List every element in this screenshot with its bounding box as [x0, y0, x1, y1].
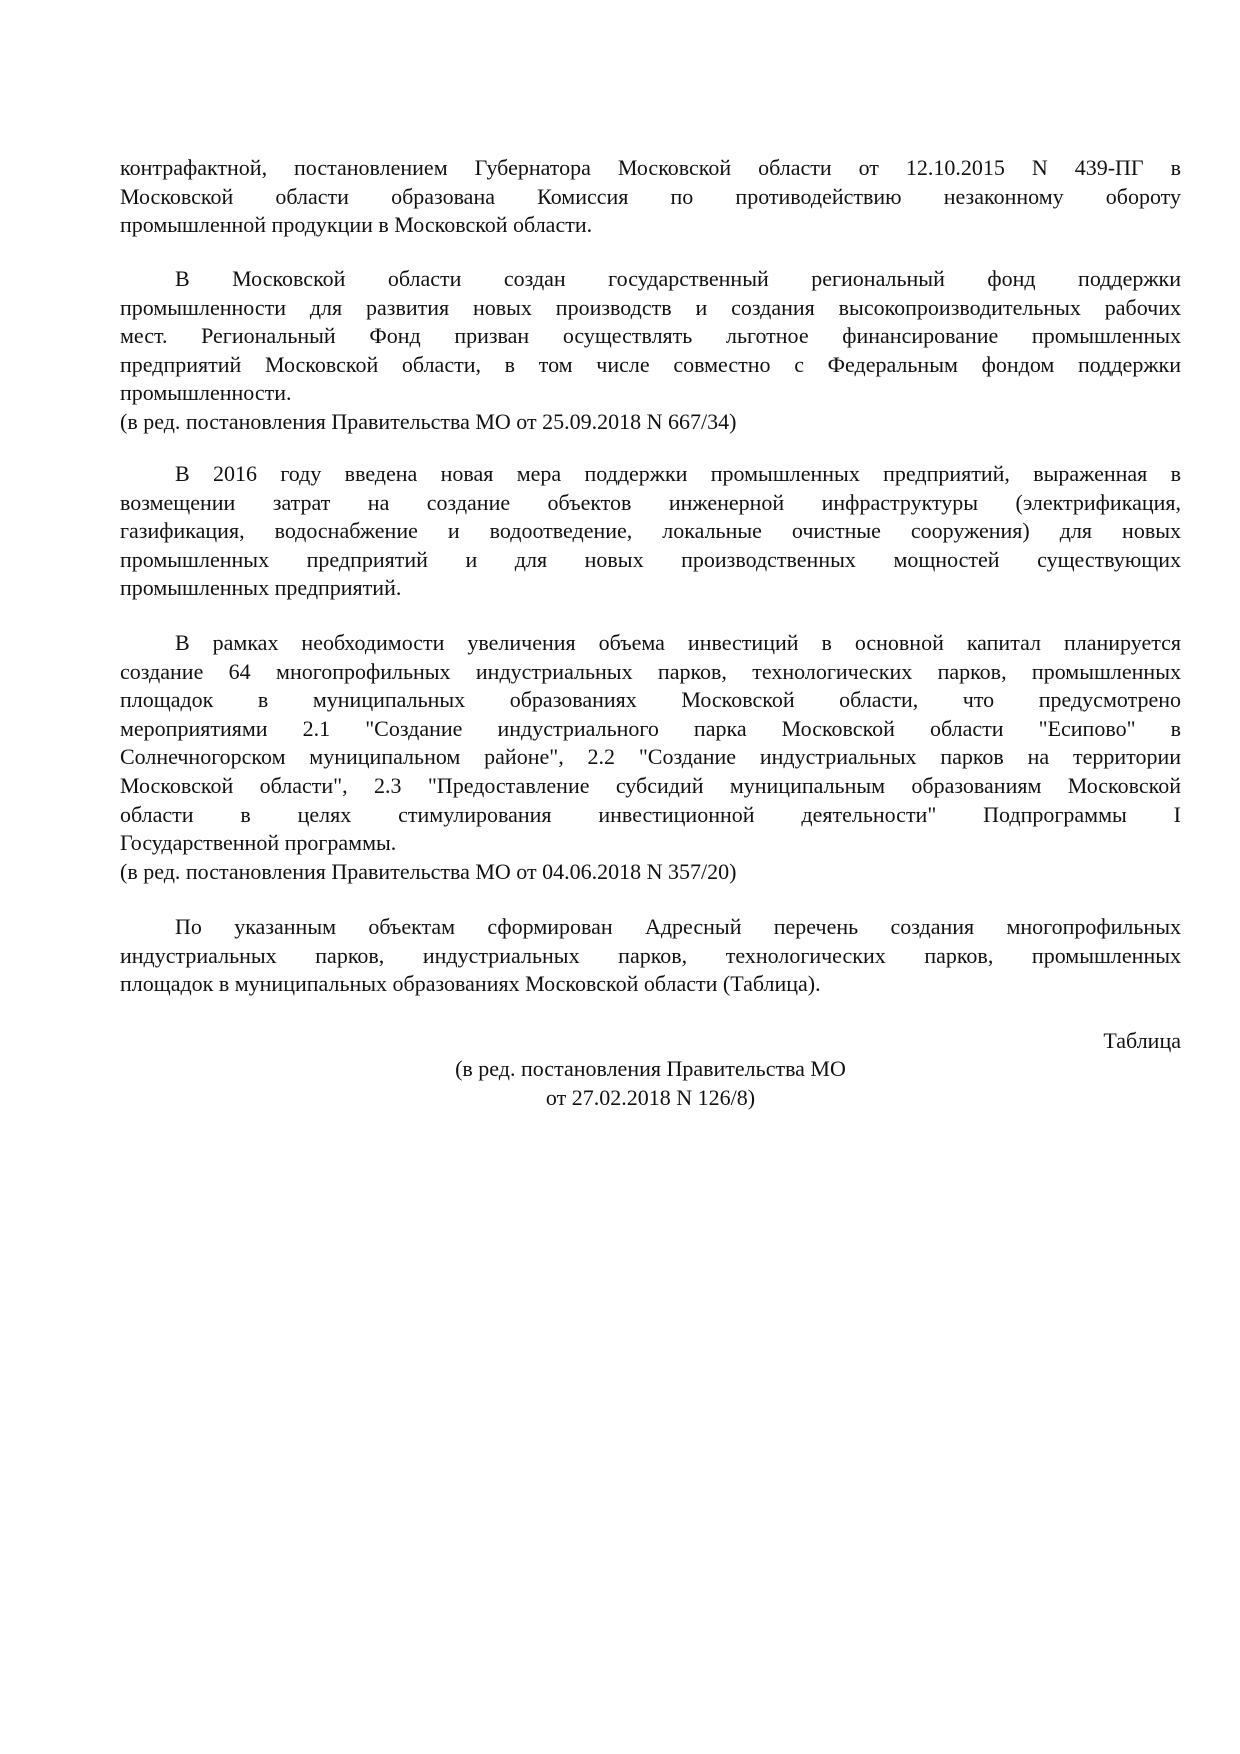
- text-line: промышленных предприятий.: [120, 575, 402, 601]
- amendment-note: от 27.02.2018 N 126/8): [545, 1084, 756, 1110]
- text-line: В 2016 году введена новая мера поддержки промышленных предприятий, выраженная в: [175, 461, 1181, 486]
- text-line: промышленности.: [120, 380, 292, 406]
- paragraph-4: [120, 629, 1181, 886]
- text-line: В Московской области создан государственный региональный фонд поддержки: [175, 266, 1181, 291]
- paragraph-2: [120, 265, 1181, 437]
- text-line: Солнечногорском муниципальном районе", 2.2 "Создание индустриальных парков на территории: [120, 744, 1181, 770]
- text-line: промышленных предприятий и для новых производственных мощностей существующих: [120, 546, 1181, 572]
- text-line: Государственной программы.: [120, 830, 397, 856]
- table-caption: [120, 1027, 1181, 1056]
- text-line: газификация, водоснабжение и водоотведение, локальные очистные сооружения) для новых: [120, 518, 1181, 544]
- text-line: предприятий Московской области, в том числе совместно с Федеральным фондом поддержки: [120, 351, 1181, 377]
- paragraph-5: [120, 913, 1181, 999]
- text-line: промышленной продукции в Московской области.: [120, 212, 593, 238]
- text-line: промышленности для развития новых производств и создания высокопроизводительных рабочих: [120, 294, 1181, 320]
- amendment-note: (в ред. постановления Правительства МО от 04.06.2018 N 357/20): [120, 858, 737, 884]
- amendment-note: (в ред. постановления Правительства МО: [455, 1056, 846, 1081]
- text-line: По указанным объектам сформирован Адресный перечень создания многопрофильных: [175, 914, 1181, 939]
- text-line: Московской области", 2.3 "Предоставление субсидий муниципальным образованиям Московской: [120, 772, 1181, 798]
- paragraph-1: [120, 154, 1181, 240]
- paragraph-3: [120, 460, 1181, 603]
- text-line: мероприятиями 2.1 "Создание индустриального парка Московской области "Есипово" в: [120, 715, 1181, 741]
- text-line: Московской области образована Комиссия по противодействию незаконному обороту: [120, 183, 1181, 209]
- text-line: индустриальных парков, индустриальных парков, технологических парков, промышленных: [120, 942, 1181, 968]
- table-amendment: [120, 1055, 1181, 1112]
- text-line: площадок в муниципальных образованиях Московской области, что предусмотрено: [120, 687, 1181, 713]
- text-line: В рамках необходимости увеличения объема инвестиций в основной капитал планируется: [175, 630, 1181, 655]
- text-line: создание 64 многопрофильных индустриальных парков, технологических парков, промышленных: [120, 658, 1181, 684]
- table-label: Таблица: [1103, 1028, 1181, 1053]
- text-line: контрафактной, постановлением Губернатора Московской области от 12.10.2015 N 439-ПГ в: [120, 155, 1181, 180]
- text-line: мест. Региональный Фонд призван осуществлять льготное финансирование промышленных: [120, 323, 1181, 349]
- text-line: области в целях стимулирования инвестиционной деятельности" Подпрограммы I: [120, 801, 1181, 827]
- text-line: площадок в муниципальных образованиях Московской области (Таблица).: [120, 971, 821, 997]
- amendment-note: (в ред. постановления Правительства МО от 25.09.2018 N 667/34): [120, 408, 737, 434]
- text-line: возмещении затрат на создание объектов инженерной инфраструктуры (электрификация,: [120, 489, 1181, 515]
